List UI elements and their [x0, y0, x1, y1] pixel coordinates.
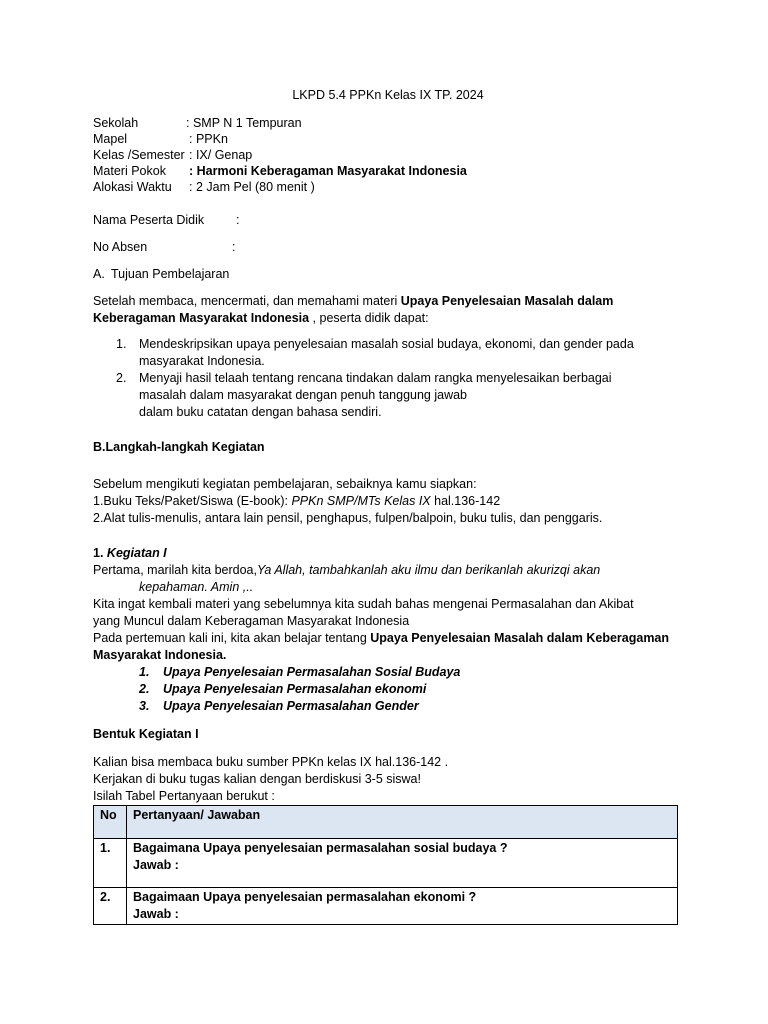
meta-label: Mapel	[93, 132, 128, 146]
meta-label: Sekolah	[93, 116, 139, 130]
topic-text: Upaya Penyelesaian Permasalahan ekonomi	[163, 682, 427, 696]
today-line	[93, 630, 683, 647]
meta-value: : 2 Jam Pel (80 menit )	[189, 180, 315, 194]
goal-number: 1.	[116, 337, 127, 351]
prayer-line	[93, 562, 683, 579]
instruction-line-3: Isilah Tabel Pertanyaan berukut :	[93, 789, 275, 803]
meta-value: : PPKn	[189, 132, 228, 146]
section-letter: A.	[93, 267, 105, 281]
prep-pages: hal.136-142	[430, 494, 501, 508]
recall-line-1: Kita ingat kembali materi yang sebelumnya kita sudah bahas mengenai Permasalahan dan Akibat	[93, 597, 634, 611]
intro-text-end: , peserta didik dapat:	[309, 311, 429, 325]
topic-number: 2.	[139, 682, 150, 696]
goal-line: dalam buku catatan dengan bahasa sendiri.	[139, 405, 382, 419]
goal-line: Mendeskripsikan upaya penyelesaian masalah sosial budaya, ekonomi, dan gender pada	[139, 337, 634, 351]
goal-item	[93, 336, 683, 370]
section-a-heading	[93, 266, 683, 283]
section-a-intro	[93, 293, 683, 327]
intro-text: Setelah membaca, mencermati, dan memahami materi	[93, 294, 401, 308]
question-text: Bagaimaan Upaya penyelesaian permasalahan ekonomi ?	[133, 890, 477, 904]
section-title: Tujuan Pembelajaran	[111, 267, 230, 281]
meta-value: : Harmoni Keberagaman Masyarakat Indonesia	[189, 164, 467, 178]
topic-list	[93, 664, 683, 715]
worksheet-page	[93, 87, 683, 925]
today-topic: Upaya Penyelesaian Masalah dalam Keberagaman	[370, 631, 670, 645]
goal-line: Menyaji hasil telaah tentang rencana tindakan dalam rangka menyelesaikan berbagai	[139, 371, 612, 385]
answer-label: Jawab :	[133, 858, 179, 872]
answer-cell[interactable]	[127, 839, 678, 888]
activity-number: 1.	[93, 546, 104, 560]
prayer-line-2: kepahaman. Amin ,..	[139, 580, 254, 594]
prep-text: 1.Buku Teks/Paket/Siswa (E-book):	[93, 494, 292, 508]
topic-number: 1.	[139, 665, 150, 679]
document-title: LKPD 5.4 PPKn Kelas IX TP. 2024	[292, 88, 484, 102]
meta-label: Kelas /Semester	[93, 148, 185, 162]
meta-label: Alokasi Waktu	[93, 180, 172, 194]
meta-row-topic	[93, 163, 683, 179]
prep-intro: Sebelum mengikuti kegiatan pembelajaran, sebaiknya kamu siapkan:	[93, 477, 477, 491]
prep-book-title: PPKn SMP/MTs Kelas IX	[291, 494, 431, 508]
topic-text: Upaya Penyelesaian Permasalahan Gender	[163, 699, 419, 713]
row-number: 2.	[94, 888, 127, 925]
question-table	[93, 805, 678, 925]
topic-item	[93, 698, 683, 715]
activity-title: Kegiatan I	[106, 546, 167, 560]
table-row	[94, 839, 678, 888]
today-line-2: Masyarakat Indonesia.	[93, 648, 227, 662]
goal-line: masyarakat Indonesia.	[139, 354, 265, 368]
meta-row-class	[93, 147, 683, 163]
prayer-text: Ya Allah, tambahkanlah aku ilmu dan berikanlah akurizqi akan	[256, 563, 601, 577]
today-text: Pada pertemuan kali ini, kita akan belajar tentang	[93, 631, 371, 645]
meta-label: Materi Pokok	[93, 164, 166, 178]
section-b-heading: B.Langkah-langkah Kegiatan	[93, 440, 265, 454]
activity-1-heading	[93, 545, 683, 562]
student-name-field[interactable]	[93, 212, 683, 229]
goal-line: masalah dalam masyarakat dengan penuh tanggung jawab	[139, 388, 468, 402]
topic-item	[93, 681, 683, 698]
intro-topic: Upaya Penyelesaian Masalah dalam Keberagaman Masyarakat Indonesia	[93, 294, 614, 325]
meta-row-school	[93, 115, 683, 131]
table-row	[94, 888, 678, 925]
student-number-field[interactable]	[93, 239, 683, 256]
meta-row-subject	[93, 131, 683, 147]
topic-number: 3.	[139, 699, 150, 713]
recall-line-2: yang Muncul dalam Keberagaman Masyarakat Indonesia	[93, 614, 410, 628]
answer-label: Jawab :	[133, 907, 179, 921]
prep-item-tools: 2.Alat tulis-menulis, antara lain pensil, penghapus, fulpen/balpoin, buku tulis, dan penggaris.	[93, 511, 603, 525]
topic-item	[93, 664, 683, 681]
field-value: :	[232, 240, 236, 254]
field-label: Nama Peserta Didik	[93, 213, 205, 227]
prayer-intro: Pertama, marilah kita berdoa,	[93, 563, 257, 577]
meta-value: : IX/ Genap	[189, 148, 253, 162]
instruction-line-1: Kalian bisa membaca buku sumber PPKn kelas IX hal.136-142 .	[93, 755, 449, 769]
meta-value: : SMP N 1 Tempuran	[186, 116, 302, 130]
answer-cell[interactable]	[127, 888, 678, 925]
question-text: Bagaimana Upaya penyelesaian permasalahan sosial budaya ?	[133, 841, 508, 855]
field-label: No Absen	[93, 240, 148, 254]
header-question: Pertanyaan/ Jawaban	[127, 806, 678, 839]
instruction-line-2: Kerjakan di buku tugas kalian dengan berdiskusi 3-5 siswa!	[93, 772, 421, 786]
prep-item-book	[93, 493, 683, 510]
activity-form-heading: Bentuk Kegiatan I	[93, 727, 199, 741]
table-header-row	[94, 806, 678, 839]
field-value: :	[236, 213, 240, 227]
goal-number: 2.	[116, 371, 127, 385]
meta-block	[93, 115, 683, 195]
meta-row-time	[93, 179, 683, 195]
learning-goals	[93, 336, 683, 421]
row-number: 1.	[94, 839, 127, 888]
header-number: No	[94, 806, 127, 839]
topic-text: Upaya Penyelesaian Permasalahan Sosial Budaya	[163, 665, 461, 679]
goal-item	[93, 370, 683, 421]
